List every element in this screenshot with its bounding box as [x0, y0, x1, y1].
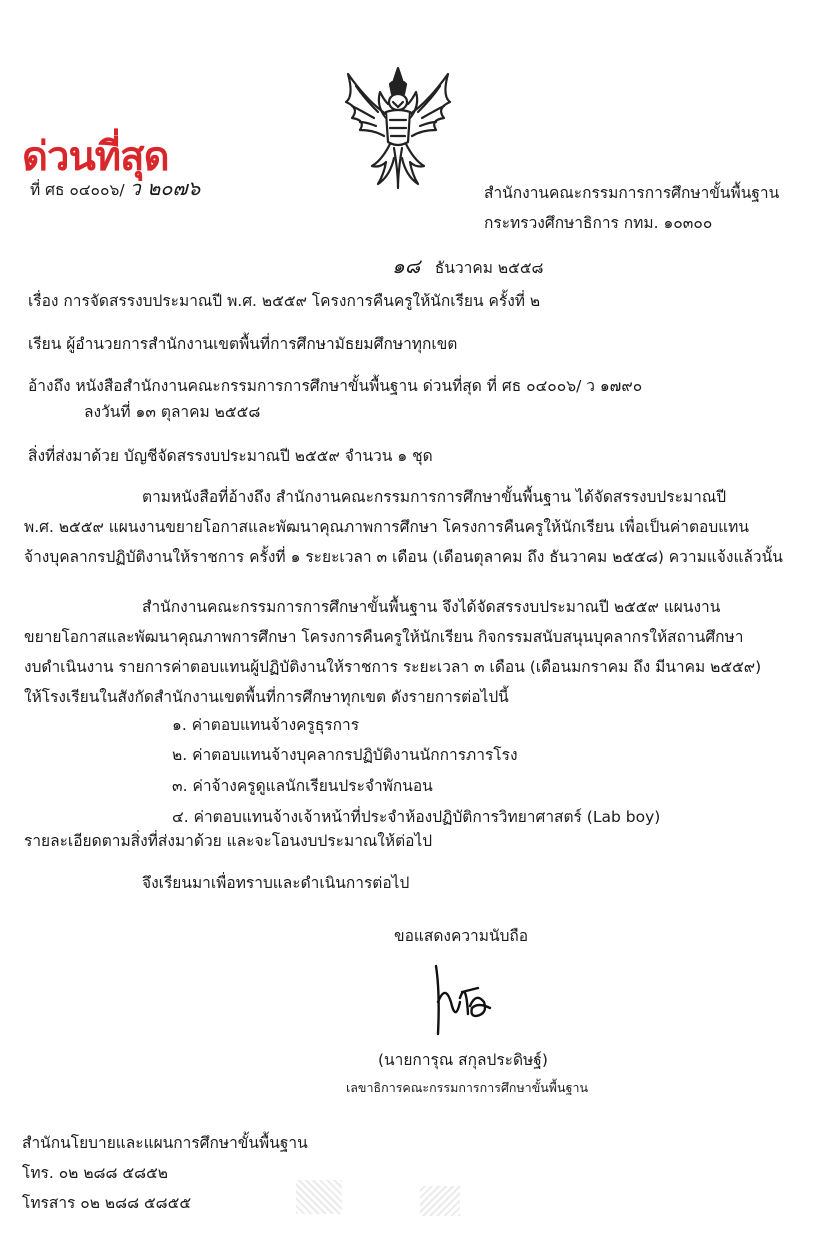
- closing-phrase: ขอแสดงความนับถือ: [394, 927, 529, 945]
- list-item: ๔. ค่าตอบแทนจ้างเจ้าหน้าที่ประจำห้องปฏิบัติการวิทยาศาสตร์ (Lab boy): [172, 808, 661, 826]
- details-line: รายละเอียดตามสิ่งที่ส่งมาด้วย และจะโอนงบประมาณให้ต่อไป: [24, 832, 433, 850]
- subject-line: เรื่อง การจัดสรรงบประมาณปี พ.ศ. ๒๕๕๙ โครงการคืนครูให้นักเรียน ครั้งที่ ๒: [28, 292, 541, 310]
- footer-phone: โทร. ๐๒ ๒๘๘ ๕๘๕๒: [22, 1164, 169, 1182]
- enclosure-line: สิ่งที่ส่งมาด้วย บัญชีจัดสรรงบประมาณปี ๒๕๕๙ จำนวน ๑ ชุด: [28, 447, 433, 465]
- list-item: ๑. ค่าตอบแทนจ้างครูธุรการ: [172, 716, 360, 734]
- paragraph-2-line: ให้โรงเรียนในสังกัดสำนักงานเขตพื้นที่การศึกษาทุกเขต ดังรายการต่อไปนี้: [24, 688, 509, 706]
- paragraph-2-line: งบดำเนินงาน รายการค่าตอบแทนผู้ปฏิบัติงานให้ราชการ ระยะเวลา ๓ เดือน (เดือนมกราคม ถึง มีนาคม ๒๕๕๙): [24, 658, 762, 676]
- signer-title: เลขาธิการคณะกรรมการการศึกษาขั้นพื้นฐาน: [346, 1080, 589, 1095]
- document-number-handwritten: ว ๒๐๗๖: [129, 176, 201, 200]
- faint-stamp-mark: [296, 1180, 342, 1214]
- faint-stamp-mark: [420, 1186, 460, 1216]
- office-name: สำนักงานคณะกรรมการการศึกษาขั้นพื้นฐาน: [484, 184, 780, 202]
- date-day-handwritten: ๑๘: [392, 254, 421, 278]
- document-number: [30, 178, 200, 199]
- paragraph-1-line: ตามหนังสือที่อ้างถึง สำนักงานคณะกรรมการการศึกษาขั้นพื้นฐาน ได้จัดสรรงบประมาณปี: [142, 488, 727, 506]
- list-item: ๓. ค่าจ้างครูดูแลนักเรียนประจำพักนอน: [172, 777, 433, 795]
- body-paragraph-1: [24, 482, 804, 572]
- paragraph-2-line: ขยายโอกาสและพัฒนาคุณภาพการศึกษา โครงการคืนครูให้นักเรียน กิจกรรมสนับสนุนบุคลากรให้สถานศึกษา: [24, 628, 744, 646]
- garuda-emblem-icon: [338, 62, 458, 192]
- paragraph-1-line: จ้างบุคลากรปฏิบัติงานให้ราชการ ครั้งที่ ๑ ระยะเวลา ๓ เดือน (เดือนตุลาคม ถึง ธันวาคม ๒๕๕๘) ความแจ้งแล้วนั้น: [24, 548, 783, 566]
- signer-name: (นายการุณ สกุลประดิษฐ์): [378, 1051, 548, 1069]
- urgency-stamp: ด่วนที่สุด: [22, 134, 169, 180]
- paragraph-2-line: สำนักงานคณะกรรมการการศึกษาขั้นพื้นฐาน จึงได้จัดสรรงบประมาณปี ๒๕๕๙ แผนงาน: [142, 598, 721, 616]
- body-paragraph-2: [24, 592, 804, 712]
- date-month-year: ธันวาคม ๒๕๕๘: [434, 259, 544, 277]
- office-address: กระทรวงศึกษาธิการ กทม. ๑๐๓๐๐: [484, 214, 713, 232]
- paragraph-1-line: พ.ศ. ๒๕๕๙ แผนงานขยายโอกาสและพัฒนาคุณภาพการศึกษา โครงการคืนครูให้นักเรียน เพื่อเป็นค่าตอบแทน: [24, 518, 749, 536]
- list-item: ๒. ค่าตอบแทนจ้างบุคลากรปฏิบัติงานนักการภารโรง: [172, 746, 518, 764]
- reference-date-line: ลงวันที่ ๑๓ ตุลาคม ๒๕๕๘: [84, 403, 261, 421]
- reference-line: อ้างถึง หนังสือสำนักงานคณะกรรมการการศึกษาขั้นพื้นฐาน ด่วนที่สุด ที่ ศธ ๐๔๐๐๖/ ว ๑๗๙๐: [28, 377, 643, 395]
- closing-request: จึงเรียนมาเพื่อทราบและดำเนินการต่อไป: [142, 874, 410, 892]
- salutation-line: เรียน ผู้อำนวยการสำนักงานเขตพื้นที่การศึกษามัธยมศึกษาทุกเขต: [28, 335, 458, 353]
- footer-fax: โทรสาร ๐๒ ๒๘๘ ๕๘๕๕: [22, 1194, 192, 1212]
- signature-icon: [426, 962, 498, 1038]
- document-date: [392, 256, 544, 277]
- footer-office: สำนักนโยบายและแผนการศึกษาขั้นพื้นฐาน: [22, 1134, 308, 1152]
- document-number-printed: ที่ ศธ ๐๔๐๐๖/: [30, 181, 125, 199]
